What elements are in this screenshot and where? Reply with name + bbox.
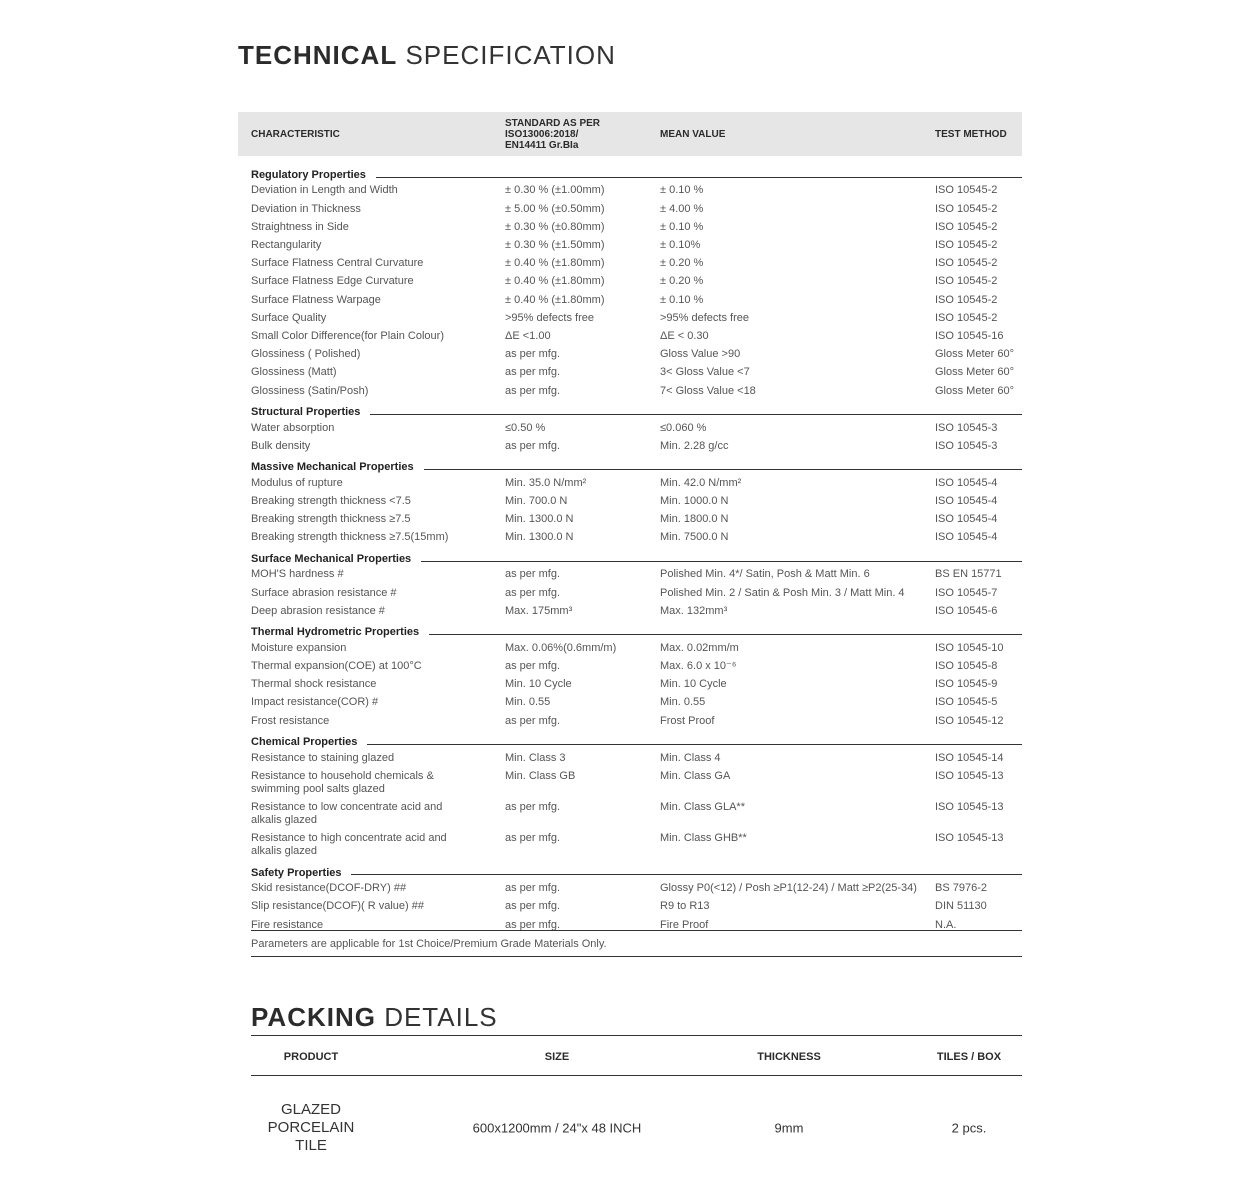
characteristic-line: Impact resistance(COR) # [251,696,379,709]
standard-cell: as per mfg. [505,659,561,672]
mean-value-cell: Gloss Value >90 [660,348,741,361]
test-method-cell: ISO 10545-4 [935,513,998,526]
characteristic-line: Deep abrasion resistance # [251,604,385,617]
characteristic-cell [251,832,447,858]
packing-header-thickness: THICKNESS [757,1051,821,1063]
spec-table-header [238,112,1022,156]
mean-value-cell: Polished Min. 2 / Satin & Posh Min. 3 / Matt Min. 4 [660,586,905,599]
test-method-cell: BS EN 15771 [935,568,1002,581]
section-header [251,623,1022,641]
characteristic-line: swimming pool salts glazed [251,782,385,795]
standard-cell: Min. 35.0 N/mm² [505,476,587,489]
test-method-cell: ISO 10545-2 [935,257,998,270]
test-method-cell: ISO 10545-5 [935,696,998,709]
characteristic-cell [251,239,321,252]
characteristic-cell [251,275,414,288]
header-mean-value: MEAN VALUE [660,129,726,140]
standard-cell: Min. Class GB [505,769,576,782]
characteristic-line: Rectangularity [251,238,322,251]
mean-value-cell: 3< Gloss Value <7 [660,366,750,379]
standard-cell: ΔE <1.00 [505,329,551,342]
characteristic-line: Surface abrasion resistance # [251,586,397,599]
characteristic-line: Glossiness (Matt) [251,366,337,379]
test-method-cell: DIN 51130 [935,900,987,913]
characteristic-cell [251,294,381,307]
characteristic-cell [251,366,337,379]
mean-value-cell: ± 0.20 % [660,257,704,270]
standard-cell: ± 5.00 % (±0.50mm) [505,202,605,215]
characteristic-cell [251,660,422,673]
standard-cell: ± 0.40 % (±1.80mm) [505,275,605,288]
packing-header-tiles-box: TILES / BOX [936,1051,1002,1063]
characteristic-line: Surface Quality [251,311,327,324]
mean-value-cell: Min. 1800.0 N [660,513,729,526]
packing-header-rule [251,1075,1022,1076]
mean-value-cell: Min. 2.28 g/cc [660,439,729,452]
test-method-cell: ISO 10545-2 [935,293,998,306]
standard-cell: as per mfg. [505,832,561,845]
test-method-cell: N.A. [935,918,957,931]
section-title: Thermal Hydrometric Properties [251,626,420,639]
characteristic-line: Glossiness (Satin/Posh) [251,384,369,397]
section-header [251,403,1022,421]
section-rule [421,561,1022,562]
test-method-cell: ISO 10545-2 [935,238,998,251]
standard-cell: as per mfg. [505,384,561,397]
section-title: Safety Properties [251,866,342,879]
characteristic-line: Breaking strength thickness ≥7.5(15mm) [251,531,449,544]
section-header [251,458,1022,476]
standard-cell: Min. 1300.0 N [505,531,574,544]
section-title: Massive Mechanical Properties [251,461,414,474]
characteristic-line: alkalis glazed [251,813,318,826]
packing-product: GLAZED PORCELAIN TILE [267,1101,355,1154]
mean-value-cell: ± 0.20 % [660,275,704,288]
standard-cell: as per mfg. [505,586,561,599]
test-method-cell: ISO 10545-12 [935,714,1004,727]
section-title: Chemical Properties [251,736,358,749]
characteristic-cell [251,568,344,581]
standard-cell: as per mfg. [505,900,561,913]
characteristic-cell [251,513,411,526]
footnote-top-rule [251,930,1022,931]
packing-thickness: 9mm [774,1120,804,1136]
characteristic-line: Thermal expansion(COE) at 100°C [251,659,422,672]
test-method-cell: ISO 10545-3 [935,421,998,434]
test-method-cell: ISO 10545-10 [935,641,1004,654]
test-method-cell: ISO 10545-2 [935,184,998,197]
test-method-cell: ISO 10545-2 [935,202,998,215]
section-title: Regulatory Properties [251,169,366,181]
characteristic-line: Resistance to high concentrate acid and [251,832,447,845]
standard-cell: Min. 10 Cycle [505,678,572,691]
section-rule [429,634,1022,635]
standard-cell: Min. Class 3 [505,751,566,764]
characteristic-line: Thermal shock resistance [251,678,377,691]
standard-cell: as per mfg. [505,714,561,727]
mean-value-cell: Fire Proof [660,918,709,931]
standard-cell: Min. 0.55 [505,696,551,709]
section-title: Surface Mechanical Properties [251,553,412,565]
test-method-cell: ISO 10545-14 [935,751,1004,764]
standard-cell: as per mfg. [505,918,561,931]
standard-cell: ± 0.30 % (±0.80mm) [505,220,605,233]
characteristic-cell [251,882,406,895]
characteristic-cell [251,752,394,765]
characteristic-line: Frost resistance [251,714,330,727]
mean-value-cell: Min. 42.0 N/mm² [660,476,742,489]
mean-value-cell: ± 0.10 % [660,220,704,233]
characteristic-line: Moisture expansion [251,641,347,654]
characteristic-cell [251,715,329,728]
mean-value-cell: Min. 7500.0 N [660,531,729,544]
characteristic-cell [251,184,398,197]
characteristic-cell [251,477,343,490]
standard-cell: Max. 0.06%(0.6mm/m) [505,641,617,654]
section-title: Structural Properties [251,406,361,419]
mean-value-cell: Min. Class GA [660,769,731,782]
characteristic-line: Glossiness ( Polished) [251,348,361,361]
characteristic-line: Modulus of rupture [251,476,343,489]
characteristic-line: Straightness in Side [251,220,349,233]
standard-cell: ± 0.30 % (±1.00mm) [505,184,605,197]
characteristic-cell [251,605,385,618]
footnote-bottom-rule [251,956,1022,957]
section-header [251,864,1022,882]
standard-cell: ± 0.30 % (±1.50mm) [505,238,605,251]
test-method-cell: ISO 10545-9 [935,678,998,691]
packing-header-size: SIZE [544,1051,570,1063]
test-method-cell: ISO 10545-13 [935,832,1004,845]
characteristic-cell [251,203,361,216]
characteristic-cell [251,900,424,913]
standard-cell: as per mfg. [505,348,561,361]
test-method-cell: BS 7976-2 [935,882,987,895]
section-rule [370,414,1022,415]
test-method-cell: Gloss Meter 60° [935,348,1014,361]
standard-cell: >95% defects free [505,311,594,324]
mean-value-cell: Frost Proof [660,714,715,727]
mean-value-cell: Min. Class GLA** [660,800,745,813]
mean-value-cell: ± 4.00 % [660,202,704,215]
mean-value-cell: Min. 1000.0 N [660,494,729,507]
section-rule [424,469,1022,470]
spec-footnote: Parameters are applicable for 1st Choice/Premium Grade Materials Only. [251,938,607,950]
section-rule [367,744,1022,745]
mean-value-cell: ± 0.10 % [660,293,704,306]
characteristic-line: Breaking strength thickness <7.5 [251,494,411,507]
standard-cell: Min. 1300.0 N [505,513,574,526]
characteristic-cell [251,221,349,234]
mean-value-cell: Min. 0.55 [660,696,706,709]
standard-cell: Max. 175mm³ [505,604,573,617]
characteristic-line: Breaking strength thickness ≥7.5 [251,513,411,526]
section-header [251,733,1022,751]
mean-value-cell: ± 0.10 % [660,184,704,197]
mean-value-cell: 7< Gloss Value <18 [660,384,756,397]
standard-cell: as per mfg. [505,366,561,379]
test-method-cell: ISO 10545-3 [935,439,998,452]
packing-tiles-box: 2 pcs. [951,1120,987,1136]
characteristic-cell [251,422,334,435]
mean-value-cell: ≤0.060 % [660,421,707,434]
mean-value-cell: Glossy P0(<12) / Posh ≥P1(12-24) / Matt ≥P2(25-34) [660,882,917,895]
test-method-cell: ISO 10545-4 [935,494,998,507]
characteristic-line: Bulk density [251,439,311,452]
characteristic-line: Surface Flatness Edge Curvature [251,275,414,288]
characteristic-line: Fire resistance [251,918,324,931]
characteristic-line: Water absorption [251,421,335,434]
mean-value-cell: Min. Class GHB** [660,832,747,845]
section-rule [351,874,1022,875]
mean-value-cell: Max. 0.02mm/m [660,641,739,654]
characteristic-cell [251,642,346,655]
characteristic-cell [251,801,442,827]
characteristic-cell [251,257,423,270]
test-method-cell: ISO 10545-16 [935,329,1004,342]
test-method-cell: ISO 10545-13 [935,769,1004,782]
standard-cell: ≤0.50 % [505,421,546,434]
header-test-method: TEST METHOD [935,129,1007,140]
standard-cell: as per mfg. [505,882,561,895]
test-method-cell: ISO 10545-2 [935,311,998,324]
header-characteristic: CHARACTERISTIC [251,129,340,140]
test-method-cell: ISO 10545-8 [935,659,998,672]
test-method-cell: Gloss Meter 60° [935,366,1014,379]
packing-header-product: PRODUCT [283,1051,339,1063]
section-rule [376,177,1022,178]
test-method-cell: ISO 10545-2 [935,275,998,288]
characteristic-cell [251,495,411,508]
header-standard: STANDARD AS PER ISO13006:2018/ EN14411 Gr.BIa [505,118,601,151]
characteristic-line: Surface Flatness Central Curvature [251,257,424,270]
packing-size: 600x1200mm / 24"x 48 INCH [472,1120,642,1136]
characteristic-line: alkalis glazed [251,845,318,858]
test-method-cell: ISO 10545-4 [935,476,998,489]
test-method-cell: ISO 10545-13 [935,800,1004,813]
section-header [251,550,1022,568]
test-method-cell: ISO 10545-6 [935,604,998,617]
mean-value-cell: R9 to R13 [660,900,710,913]
characteristic-line: Deviation in Thickness [251,202,361,215]
test-method-cell: ISO 10545-2 [935,220,998,233]
characteristic-line: Skid resistance(DCOF-DRY) ## [251,882,407,895]
test-method-cell: Gloss Meter 60° [935,384,1014,397]
characteristic-cell [251,770,434,796]
technical-spec-title: TECHNICAL SPECIFICATION [238,40,616,70]
mean-value-cell: Min. 10 Cycle [660,678,727,691]
characteristic-cell [251,531,448,544]
mean-value-cell: Polished Min. 4*/ Satin, Posh & Matt Min. 6 [660,568,870,581]
characteristic-cell [251,385,368,398]
standard-cell: as per mfg. [505,800,561,813]
characteristic-line: Resistance to staining glazed [251,751,395,764]
standard-cell: as per mfg. [505,568,561,581]
characteristic-cell [251,678,376,691]
characteristic-cell [251,348,360,361]
standard-cell: ± 0.40 % (±1.80mm) [505,293,605,306]
test-method-cell: ISO 10545-4 [935,531,998,544]
mean-value-cell: ± 0.10% [660,238,701,251]
section-header [251,166,1022,184]
mean-value-cell: Min. Class 4 [660,751,721,764]
test-method-cell: ISO 10545-7 [935,586,998,599]
mean-value-cell: Max. 132mm³ [660,604,728,617]
characteristic-line: Slip resistance(DCOF)( R value) ## [251,900,424,913]
characteristic-line: MOH'S hardness # [251,568,344,581]
characteristic-line: Resistance to household chemicals & [251,769,434,782]
characteristic-cell [251,696,378,709]
characteristic-line: Deviation in Length and Width [251,184,398,197]
mean-value-cell: Max. 6.0 x 10⁻⁶ [660,659,737,672]
standard-cell: Min. 700.0 N [505,494,568,507]
characteristic-cell [251,440,310,453]
characteristic-line: Resistance to low concentrate acid and [251,800,443,813]
packing-top-rule [251,1035,1022,1036]
mean-value-cell: >95% defects free [660,311,749,324]
characteristic-line: Surface Flatness Warpage [251,293,381,306]
characteristic-cell [251,330,444,343]
characteristic-line: Small Color Difference(for Plain Colour) [251,329,444,342]
standard-cell: as per mfg. [505,439,561,452]
packing-details-title: PACKING DETAILS [251,1002,498,1032]
characteristic-cell [251,312,326,325]
standard-cell: ± 0.40 % (±1.80mm) [505,257,605,270]
mean-value-cell: ΔE < 0.30 [660,329,709,342]
characteristic-cell [251,587,397,600]
